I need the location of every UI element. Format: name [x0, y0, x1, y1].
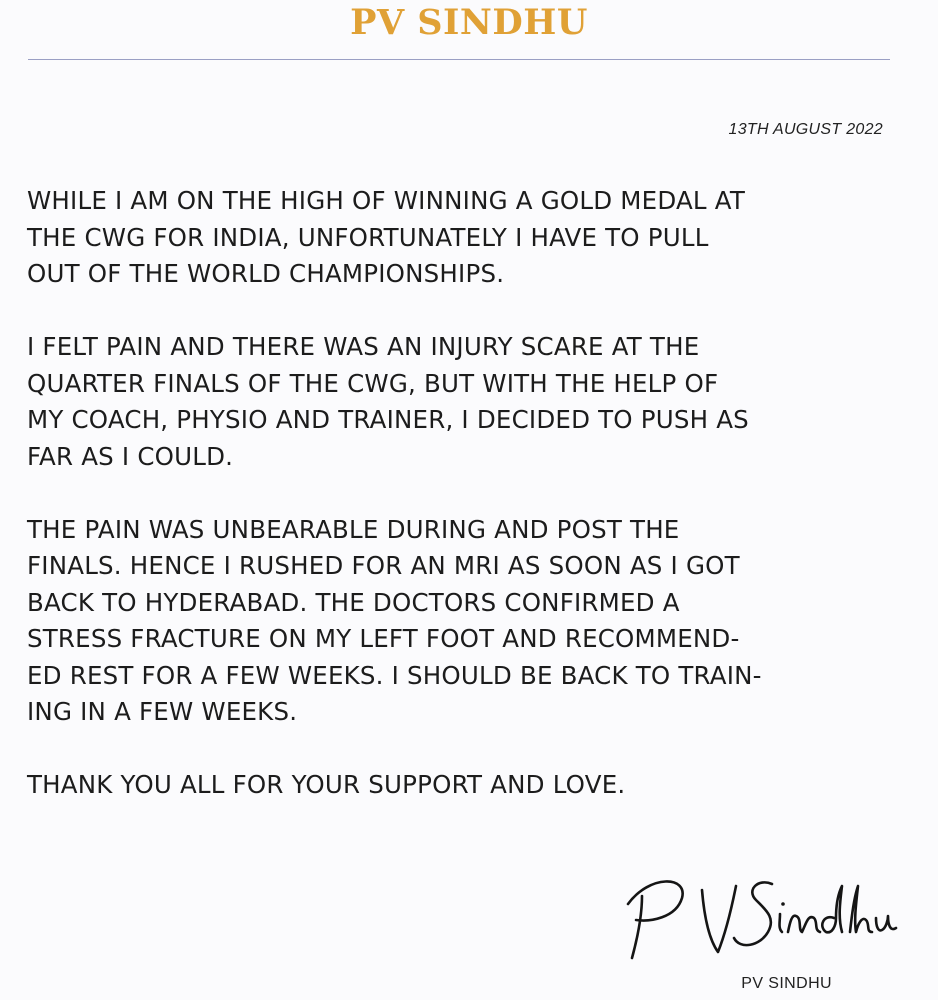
- letter-line: QUARTER FINALS OF THE CWG, BUT WITH THE HELP OF: [27, 368, 719, 398]
- letter-line: THE CWG FOR INDIA, UNFORTUNATELY I HAVE TO PULL: [27, 222, 709, 252]
- letter-date: 13TH AUGUST 2022: [728, 121, 883, 138]
- letter-line: THANK YOU ALL FOR YOUR SUPPORT AND LOVE.: [27, 770, 626, 799]
- letter-line: I FELT PAIN AND THERE WAS AN INJURY SCARE AT THE: [27, 332, 700, 361]
- handwritten-signature: [620, 862, 900, 967]
- letter-line: MY COACH, PHYSIO AND TRAINER, I DECIDED TO PUSH AS: [27, 405, 749, 434]
- letter-line: THE PAIN WAS UNBEARABLE DURING AND POST THE: [27, 514, 680, 544]
- letter-line: OUT OF THE WORLD CHAMPIONSHIPS.: [27, 259, 505, 288]
- letter-paragraph: [27, 767, 907, 804]
- letter-paragraph: [27, 512, 907, 731]
- signature-graphic: [620, 862, 900, 967]
- letter-line: WHILE I AM ON THE HIGH OF WINNING A GOLD MEDAL AT: [27, 186, 745, 215]
- letter-paragraph: [27, 183, 907, 293]
- letter-body: [27, 183, 907, 840]
- letter-line: STRESS FRACTURE ON MY LEFT FOOT AND RECOMMEND-: [27, 624, 740, 653]
- signer-name: PV SINDHU: [741, 975, 832, 992]
- letter-paragraph: [27, 329, 907, 475]
- letter-line: FAR AS I COULD.: [27, 441, 234, 471]
- letter-line: ING IN A FEW WEEKS.: [27, 697, 298, 726]
- letter-line: FINALS. HENCE I RUSHED FOR AN MRI AS SOON AS I GOT: [27, 551, 740, 580]
- letter-line: BACK TO HYDERABAD. THE DOCTORS CONFIRMED A: [27, 587, 680, 617]
- page-title: PV SINDHU: [350, 2, 588, 43]
- header-divider: [28, 59, 890, 60]
- letter-line: ED REST FOR A FEW WEEKS. I SHOULD BE BACK TO TRAIN-: [27, 660, 762, 690]
